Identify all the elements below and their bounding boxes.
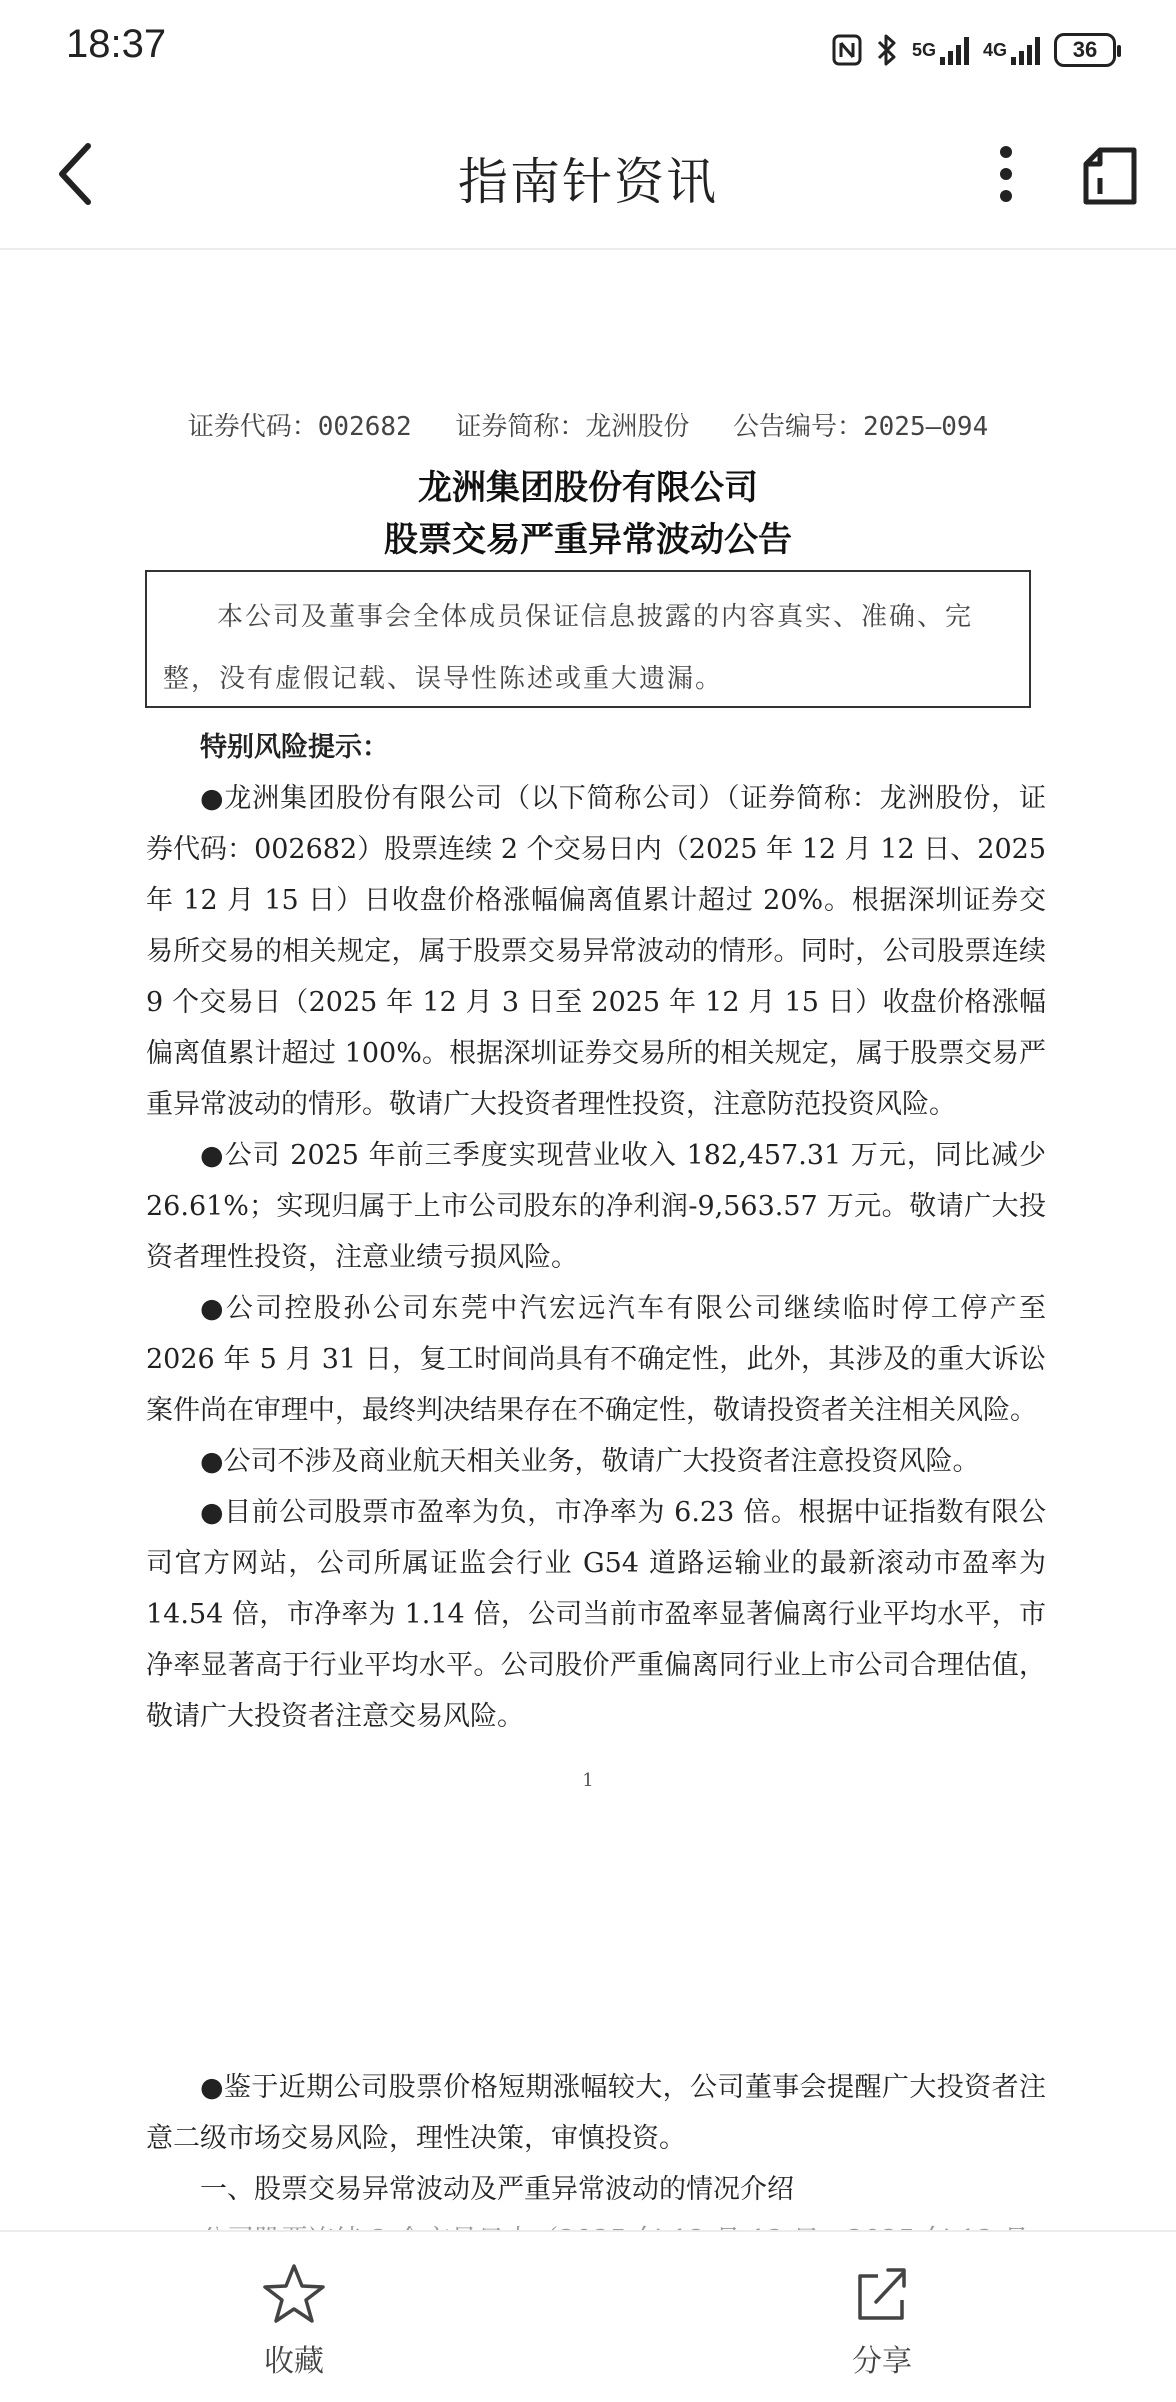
share-button[interactable] [782, 2262, 982, 2380]
favorite-button[interactable] [194, 2262, 394, 2380]
signal-icon [1011, 35, 1040, 65]
network-type-1: 5G [911, 40, 936, 60]
paragraph: ●目前公司股票市盈率为负，市净率为 6.23 倍。根据中证指数有限公司官方网站，公司所属证监会行业 G54 道路运输业的最新滚动市盈率为 14.54 倍，市净率为 1.14 倍，公司当前市盈率显著偏离行业平均水平，市净率显著高于行业平均水平。公司股价严重偏离同行业上市公司合理估值，敬请广大投资者注意交易风险。 [146, 1497, 1046, 1732]
bluetooth-icon [876, 33, 898, 67]
network-type-2: 4G [982, 40, 1007, 60]
signal-icon [940, 35, 969, 65]
more-button[interactable] [982, 142, 1030, 206]
star-icon [261, 2262, 327, 2326]
security-short-name: 证券简称：龙洲股份 [455, 412, 690, 442]
share-icon [852, 2262, 912, 2326]
paragraph: ●公司控股孙公司东莞中汽宏远汽车有限公司继续临时停工停产至 2026 年 5 月 31 日，复工时间尚具有不确定性，此外，其涉及的重大诉讼案件尚在审理中，最终判决结果存在不确定性，敬请投资者关注相关风险。 [146, 1293, 1046, 1426]
document-body [146, 722, 1046, 1742]
page-number: 1 [582, 1770, 594, 1791]
page-layout-button[interactable] [1078, 144, 1142, 208]
document-heading: 股票交易严重异常波动公告 [384, 520, 792, 560]
paragraph: ●公司不涉及商业航天相关业务，敬请广大投资者注意投资风险。 [200, 1446, 980, 1477]
more-vertical-icon [1000, 146, 1012, 202]
status-icons [832, 28, 1116, 72]
battery-level: 36 [1072, 37, 1098, 62]
paragraph: ●鉴于近期公司股票价格短期涨幅较大，公司董事会提醒广大投资者注意二级市场交易风险，理性决策，审慎投资。 [146, 2072, 1046, 2154]
battery-icon [1054, 33, 1116, 67]
paragraph: ●龙洲集团股份有限公司（以下简称公司）（证券简称：龙洲股份，证券代码：002682）股票连续 2 个交易日内（2025 年 12 月 12 日、2025 年 12 月 15 日）日收盘价格涨幅偏离值累计超过 20%。根据深圳证券交易所交易的相关规定，属于股票交易异常波动的情形。同时，公司股票连续 9 个交易日（2025 年 12 月 3 日至 2025 年 12 月 15 日）收盘价格涨幅偏离值累计超过 100%。根据深圳证券交易所的相关规定，属于股票交易严重异常波动的情形。敬请广大投资者理性投资，注意防范投资风险。 [146, 783, 1046, 1120]
document-viewer[interactable] [0, 250, 1176, 2230]
notice-box: 本公司及董事会全体成员保证信息披露的内容真实、准确、完整，没有虚假记载、误导性陈述或重大遗漏。 [145, 570, 1031, 708]
status-time: 18:37 [66, 22, 167, 66]
status-bar [0, 0, 1176, 100]
security-code: 证券代码：002682 [187, 412, 412, 442]
paragraph: ●公司 2025 年前三季度实现营业收入 182,457.31 万元，同比减少 26.61%；实现归属于上市公司股东的净利润-9,563.57 万元。敬请广大投资者理性投资，注意业绩亏损风险。 [146, 1140, 1046, 1273]
favorite-label: 收藏 [264, 2344, 324, 2379]
risk-title: 特别风险提示： [200, 732, 389, 763]
nfc-icon [832, 34, 862, 66]
section-title: 一、股票交易异常波动及严重异常波动的情况介绍 [200, 2174, 794, 2205]
app-header [0, 100, 1176, 250]
page-title: 指南针资讯 [458, 153, 718, 211]
share-label: 分享 [852, 2344, 912, 2379]
company-name: 龙洲集团股份有限公司 [418, 468, 758, 508]
announcement-number: 公告编号：2025—094 [733, 412, 989, 442]
document-codes [0, 406, 1176, 443]
document-body-page-2 [146, 2062, 1046, 2245]
bottom-action-bar [0, 2230, 1176, 2402]
page-layout-icon [1086, 150, 1134, 202]
